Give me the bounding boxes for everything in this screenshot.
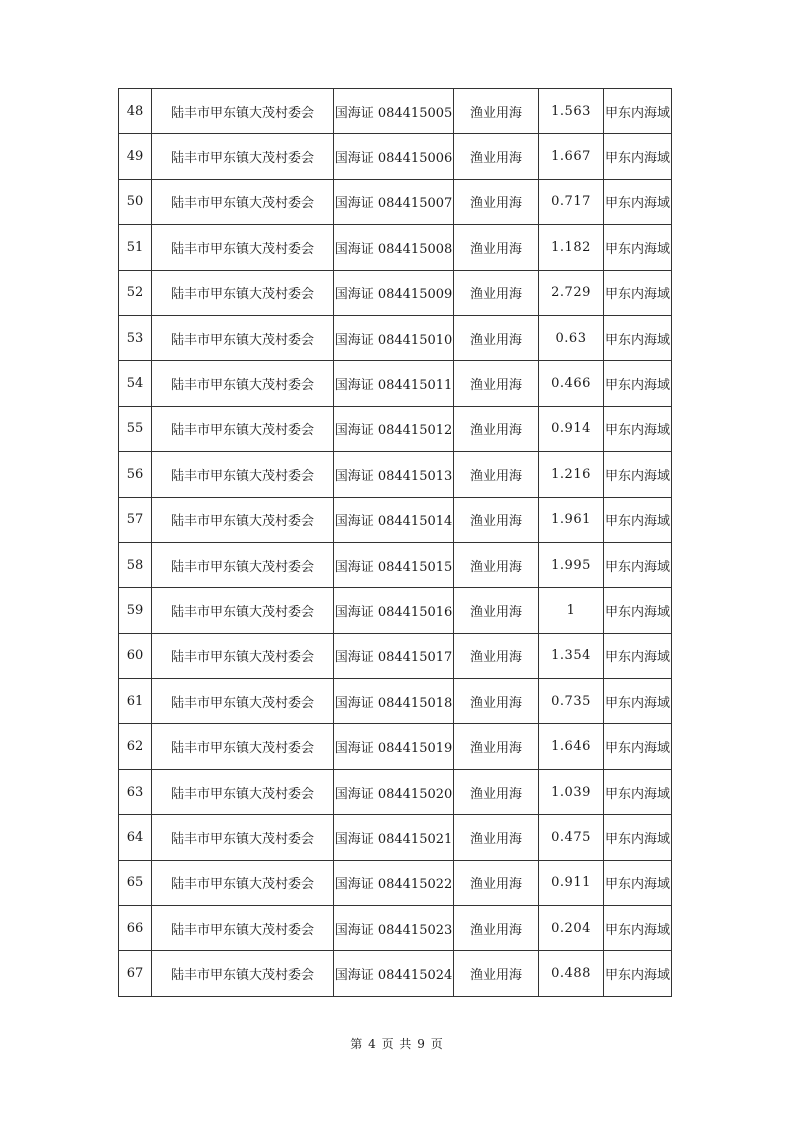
owner-cell: 陆丰市甲东镇大茂村委会 xyxy=(152,542,334,587)
sea-use-type-cell: 渔业用海 xyxy=(454,769,539,814)
certificate-number-cell: 国海证 084415006 xyxy=(334,134,454,179)
area-cell: 0.735 xyxy=(539,679,604,724)
owner-cell: 陆丰市甲东镇大茂村委会 xyxy=(152,361,334,406)
row-index-cell: 48 xyxy=(119,89,152,134)
footer-suffix: 页 xyxy=(430,1037,444,1051)
row-index-cell: 63 xyxy=(119,769,152,814)
certificate-number-cell: 国海证 084415019 xyxy=(334,724,454,769)
table-row xyxy=(119,179,672,224)
owner-cell: 陆丰市甲东镇大茂村委会 xyxy=(152,406,334,451)
area-cell: 0.911 xyxy=(539,860,604,905)
location-cell: 甲东内海域 xyxy=(604,724,672,769)
table-row xyxy=(119,679,672,724)
owner-cell: 陆丰市甲东镇大茂村委会 xyxy=(152,225,334,270)
area-cell: 2.729 xyxy=(539,270,604,315)
row-index-cell: 61 xyxy=(119,679,152,724)
footer-middle: 页 共 xyxy=(381,1037,413,1051)
location-cell: 甲东内海域 xyxy=(604,361,672,406)
certificate-number-cell: 国海证 084415008 xyxy=(334,225,454,270)
table-row xyxy=(119,361,672,406)
location-cell: 甲东内海域 xyxy=(604,452,672,497)
table-row xyxy=(119,406,672,451)
certificate-number-cell: 国海证 084415023 xyxy=(334,906,454,951)
sea-use-type-cell: 渔业用海 xyxy=(454,134,539,179)
location-cell: 甲东内海域 xyxy=(604,225,672,270)
area-cell: 1.216 xyxy=(539,452,604,497)
certificate-number-cell: 国海证 084415011 xyxy=(334,361,454,406)
row-index-cell: 65 xyxy=(119,860,152,905)
location-cell: 甲东内海域 xyxy=(604,134,672,179)
row-index-cell: 54 xyxy=(119,361,152,406)
area-cell: 1.563 xyxy=(539,89,604,134)
location-cell: 甲东内海域 xyxy=(604,633,672,678)
certificate-number-cell: 国海证 084415020 xyxy=(334,769,454,814)
certificate-number-cell: 国海证 084415013 xyxy=(334,452,454,497)
owner-cell: 陆丰市甲东镇大茂村委会 xyxy=(152,270,334,315)
row-index-cell: 64 xyxy=(119,815,152,860)
row-index-cell: 51 xyxy=(119,225,152,270)
table-row xyxy=(119,724,672,769)
owner-cell: 陆丰市甲东镇大茂村委会 xyxy=(152,633,334,678)
owner-cell: 陆丰市甲东镇大茂村委会 xyxy=(152,769,334,814)
owner-cell: 陆丰市甲东镇大茂村委会 xyxy=(152,906,334,951)
location-cell: 甲东内海域 xyxy=(604,588,672,633)
area-cell: 0.204 xyxy=(539,906,604,951)
table-row xyxy=(119,89,672,134)
sea-use-type-cell: 渔业用海 xyxy=(454,315,539,360)
table-row xyxy=(119,633,672,678)
footer-current-page: 4 xyxy=(368,1037,377,1051)
table-row xyxy=(119,588,672,633)
location-cell: 甲东内海域 xyxy=(604,679,672,724)
location-cell: 甲东内海域 xyxy=(604,497,672,542)
certificate-number-cell: 国海证 084415010 xyxy=(334,315,454,360)
location-cell: 甲东内海域 xyxy=(604,951,672,996)
sea-use-type-cell: 渔业用海 xyxy=(454,406,539,451)
certificate-number-cell: 国海证 084415022 xyxy=(334,860,454,905)
owner-cell: 陆丰市甲东镇大茂村委会 xyxy=(152,89,334,134)
table-row xyxy=(119,906,672,951)
area-cell: 0.475 xyxy=(539,815,604,860)
owner-cell: 陆丰市甲东镇大茂村委会 xyxy=(152,588,334,633)
table-row xyxy=(119,769,672,814)
sea-use-type-cell: 渔业用海 xyxy=(454,179,539,224)
table-row xyxy=(119,225,672,270)
sea-use-registry-table xyxy=(118,88,672,997)
certificate-number-cell: 国海证 084415012 xyxy=(334,406,454,451)
row-index-cell: 50 xyxy=(119,179,152,224)
row-index-cell: 66 xyxy=(119,906,152,951)
sea-use-type-cell: 渔业用海 xyxy=(454,951,539,996)
certificate-number-cell: 国海证 084415005 xyxy=(334,89,454,134)
area-cell: 1.039 xyxy=(539,769,604,814)
area-cell: 0.488 xyxy=(539,951,604,996)
row-index-cell: 57 xyxy=(119,497,152,542)
row-index-cell: 58 xyxy=(119,542,152,587)
table-row xyxy=(119,951,672,996)
area-cell: 1 xyxy=(539,588,604,633)
area-cell: 0.914 xyxy=(539,406,604,451)
owner-cell: 陆丰市甲东镇大茂村委会 xyxy=(152,134,334,179)
row-index-cell: 49 xyxy=(119,134,152,179)
area-cell: 1.961 xyxy=(539,497,604,542)
area-cell: 1.646 xyxy=(539,724,604,769)
certificate-number-cell: 国海证 084415014 xyxy=(334,497,454,542)
row-index-cell: 62 xyxy=(119,724,152,769)
table-row xyxy=(119,270,672,315)
certificate-number-cell: 国海证 084415009 xyxy=(334,270,454,315)
sea-use-type-cell: 渔业用海 xyxy=(454,679,539,724)
area-cell: 0.63 xyxy=(539,315,604,360)
table-row xyxy=(119,815,672,860)
owner-cell: 陆丰市甲东镇大茂村委会 xyxy=(152,452,334,497)
location-cell: 甲东内海域 xyxy=(604,815,672,860)
owner-cell: 陆丰市甲东镇大茂村委会 xyxy=(152,951,334,996)
table-row xyxy=(119,542,672,587)
table-body xyxy=(119,89,672,997)
row-index-cell: 67 xyxy=(119,951,152,996)
location-cell: 甲东内海域 xyxy=(604,179,672,224)
sea-use-type-cell: 渔业用海 xyxy=(454,588,539,633)
certificate-number-cell: 国海证 084415015 xyxy=(334,542,454,587)
row-index-cell: 55 xyxy=(119,406,152,451)
area-cell: 1.995 xyxy=(539,542,604,587)
sea-use-type-cell: 渔业用海 xyxy=(454,542,539,587)
area-cell: 0.717 xyxy=(539,179,604,224)
certificate-number-cell: 国海证 084415018 xyxy=(334,679,454,724)
sea-use-type-cell: 渔业用海 xyxy=(454,860,539,905)
sea-use-type-cell: 渔业用海 xyxy=(454,89,539,134)
sea-use-type-cell: 渔业用海 xyxy=(454,815,539,860)
area-cell: 1.182 xyxy=(539,225,604,270)
certificate-number-cell: 国海证 084415016 xyxy=(334,588,454,633)
sea-use-type-cell: 渔业用海 xyxy=(454,906,539,951)
owner-cell: 陆丰市甲东镇大茂村委会 xyxy=(152,860,334,905)
row-index-cell: 59 xyxy=(119,588,152,633)
row-index-cell: 60 xyxy=(119,633,152,678)
area-cell: 1.667 xyxy=(539,134,604,179)
table-row xyxy=(119,315,672,360)
owner-cell: 陆丰市甲东镇大茂村委会 xyxy=(152,179,334,224)
table-row xyxy=(119,452,672,497)
owner-cell: 陆丰市甲东镇大茂村委会 xyxy=(152,497,334,542)
location-cell: 甲东内海域 xyxy=(604,89,672,134)
footer-total-pages: 9 xyxy=(417,1037,426,1051)
owner-cell: 陆丰市甲东镇大茂村委会 xyxy=(152,679,334,724)
location-cell: 甲东内海域 xyxy=(604,542,672,587)
certificate-number-cell: 国海证 084415024 xyxy=(334,951,454,996)
table-row xyxy=(119,860,672,905)
location-cell: 甲东内海域 xyxy=(604,270,672,315)
page-footer xyxy=(0,1035,794,1052)
sea-use-type-cell: 渔业用海 xyxy=(454,270,539,315)
owner-cell: 陆丰市甲东镇大茂村委会 xyxy=(152,815,334,860)
owner-cell: 陆丰市甲东镇大茂村委会 xyxy=(152,315,334,360)
owner-cell: 陆丰市甲东镇大茂村委会 xyxy=(152,724,334,769)
sea-use-type-cell: 渔业用海 xyxy=(454,497,539,542)
sea-use-type-cell: 渔业用海 xyxy=(454,452,539,497)
sea-use-type-cell: 渔业用海 xyxy=(454,361,539,406)
sea-use-type-cell: 渔业用海 xyxy=(454,225,539,270)
table-row xyxy=(119,497,672,542)
location-cell: 甲东内海域 xyxy=(604,769,672,814)
certificate-number-cell: 国海证 084415007 xyxy=(334,179,454,224)
row-index-cell: 52 xyxy=(119,270,152,315)
row-index-cell: 53 xyxy=(119,315,152,360)
location-cell: 甲东内海域 xyxy=(604,406,672,451)
area-cell: 1.354 xyxy=(539,633,604,678)
certificate-number-cell: 国海证 084415017 xyxy=(334,633,454,678)
footer-prefix: 第 xyxy=(350,1037,364,1051)
certificate-number-cell: 国海证 084415021 xyxy=(334,815,454,860)
location-cell: 甲东内海域 xyxy=(604,906,672,951)
location-cell: 甲东内海域 xyxy=(604,860,672,905)
area-cell: 0.466 xyxy=(539,361,604,406)
table-row xyxy=(119,134,672,179)
location-cell: 甲东内海域 xyxy=(604,315,672,360)
sea-use-type-cell: 渔业用海 xyxy=(454,724,539,769)
sea-use-type-cell: 渔业用海 xyxy=(454,633,539,678)
row-index-cell: 56 xyxy=(119,452,152,497)
